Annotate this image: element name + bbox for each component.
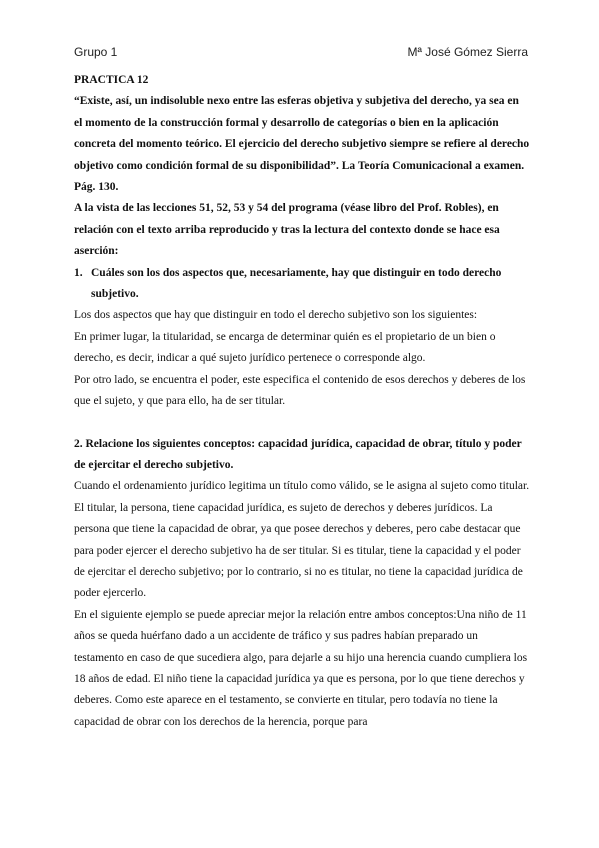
practice-title: PRACTICA 12	[74, 74, 149, 86]
answer-1-paragraph: En primer lugar, la titularidad, se encarga de determinar quién es el propietario de un bien o derecho, es decir, indicar a qué sujeto jurídico pertenece o corresponde algo.	[74, 330, 496, 365]
question-1-text: Cuáles son los dos aspectos que, necesariamente, hay que distinguir en todo derecho subjetivo.	[91, 266, 502, 301]
answer-1-paragraph: Por otro lado, se encuentra el poder, este especifica el contenido de esos derechos y deberes de los que el sujeto, y que para ello, ha de ser titular.	[74, 373, 526, 408]
header-author: Mª José Gómez Sierra	[407, 45, 528, 59]
question-1-number: 1.	[74, 266, 83, 279]
question-1	[74, 263, 530, 306]
document-body	[74, 70, 530, 733]
header-group: Grupo 1	[74, 45, 118, 59]
instructions-paragraph: A la vista de las lecciones 51, 52, 53 y 54 del programa (véase libro del Prof. Robles), en relación con el texto arriba reproducido y tras la lectura del contexto donde se hace esa aserción:	[74, 202, 500, 258]
question-2: 2. Relacione los siguientes conceptos: capacidad jurídica, capacidad de obrar, título y poder de ejercitar el derecho subjetivo.	[74, 437, 522, 471]
answer-2-paragraph: En el siguiente ejemplo se puede apreciar mejor la relación entre ambos conceptos:Una niño de 11 años se queda huérfano dado a un accidente de tráfico y sus padres habían preparado un testamento en caso de que sucediera algo, para dejarle a su hijo una herencia cuando cumpliera los 18 años de edad. El niño tiene la capacidad jurídica ya que es persona, por lo que tiene derechos y deberes. Como este aparece en el testamento, se convierte en titular, pero todavía no tiene la capacidad de obrar con los derechos de la herencia, porque para	[74, 608, 528, 728]
quote-paragraph: “Existe, así, un indisoluble nexo entre las esferas objetiva y subjetiva del derecho, ya sea en el momento de la construcción formal y desarrollo de categorías o bien en la aplicación concreta del momento teórico. El ejercicio del derecho subjetivo siempre se refiere al derecho objetivo como condición formal de su disponibilidad”. La Teoría Comunicacional a examen. Pág. 130.	[74, 95, 530, 194]
answer-2-paragraph: Cuando el ordenamiento jurídico legitima un título como válido, se le asigna al sujeto como titular. El titular, la persona, tiene capacidad jurídica, es sujeto de derechos y deberes jurídicos. La persona que tiene la capacidad de obrar, ya que posee derechos y deberes, pero cabe destacar que para poder ejercer el derecho subjetivo ha de ser titular. Si es titular, tiene la capacidad y el poder de ejercitar el derecho subjetivo; por lo contrario, si no es titular, no tiene la capacidad jurídica de poder ejercerlo.	[74, 480, 530, 600]
answer-1-paragraph: Los dos aspectos que hay que distinguir en todo el derecho subjetivo son los siguientes:	[74, 309, 478, 322]
paragraph-gap	[74, 413, 530, 434]
